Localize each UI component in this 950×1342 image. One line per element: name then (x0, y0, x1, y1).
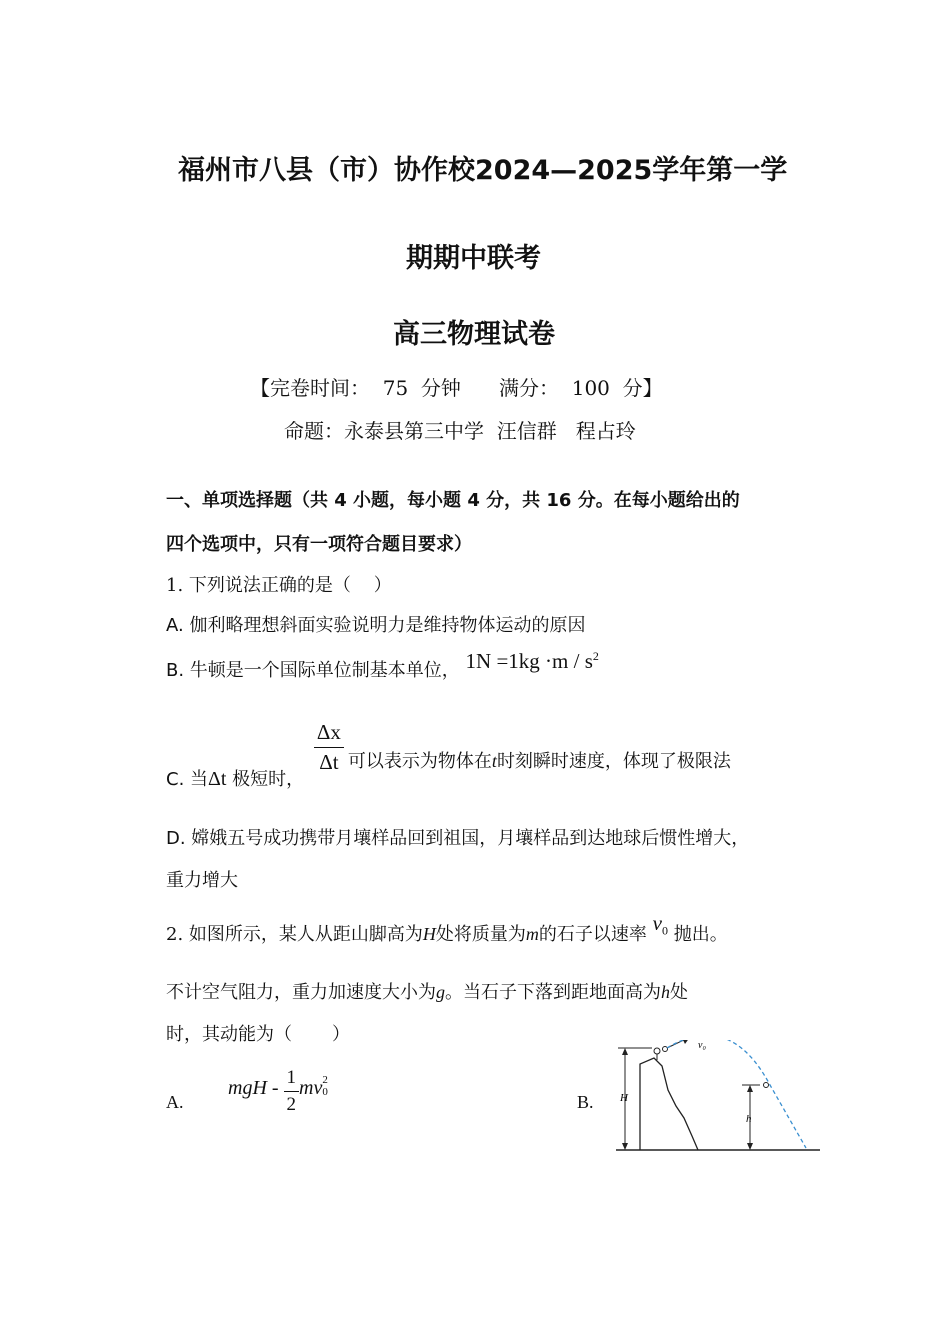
q2-option-a-formula (228, 1067, 328, 1116)
title-line-1: 福州市八县（市）协作校2024—2025学年第一学 (178, 155, 788, 186)
h-label: h (746, 1113, 752, 1125)
q2-option-a-pre: mgH - (228, 1077, 279, 1100)
q1-option-d-line-2: 重力增大 (166, 870, 238, 891)
q1-option-b (166, 649, 599, 682)
q1-option-c-frac-den: Δt (319, 750, 339, 774)
q2-stem-line-1 (166, 911, 728, 949)
q2-option-a-post: mv (299, 1077, 323, 1100)
q2-stem-m: m (525, 924, 539, 944)
q1-option-c-t: t (491, 750, 497, 771)
q1-option-c-fraction (314, 720, 344, 775)
q2-line2-h: h (661, 982, 670, 1002)
q2-line2-p1: 不计空气阻力，重力加速度大小为 (166, 982, 436, 1003)
q1-option-a: A. 伽利略理想斜面实验说明力是维持物体运动的原因 (166, 615, 586, 636)
q2-stem-v-sub: 0 (661, 923, 668, 938)
q1-option-b-exponent: 2 (592, 649, 599, 663)
q2-stem-line-2 (166, 978, 688, 1004)
q2-stem-p2: 处将质量为 (435, 924, 526, 945)
q2-line2-g: g (436, 982, 445, 1002)
q2-option-a-den: 2 (286, 1094, 297, 1115)
q2-option-b-label: B. (577, 1092, 594, 1112)
q1-option-b-formula (466, 649, 599, 673)
q1-option-b-formula-main: 1N =1kg ·m / s (465, 649, 593, 673)
q2-option-a-fraction (284, 1067, 300, 1116)
q2-stem-v0 (652, 911, 668, 938)
title-line-3: 高三物理试卷 (393, 319, 555, 350)
mountain-outline (640, 1058, 698, 1150)
section-heading-line-1: 一、单项选择题（共 4 小题，每小题 4 分，共 16 分。在每小题给出的 (166, 490, 740, 511)
q2-option-a-label: A. (166, 1092, 184, 1112)
velocity-label: v₀ (698, 1040, 706, 1051)
q2-stem-H: H (422, 924, 436, 944)
q1-option-d-line-1: D. 嫦娥五号成功携带月壤样品回到祖国，月壤样品到达地球后惯性增大， (166, 828, 750, 849)
q1-option-c-label: C. 当 (166, 768, 209, 790)
q1-option-c-frac-num: Δx (314, 720, 344, 748)
H-arrow-up (622, 1048, 628, 1055)
person-icon (654, 1048, 660, 1054)
q2-option-a-num: 1 (284, 1067, 300, 1092)
q2-stem-line-3: 时，其动能为（ ） (166, 1024, 351, 1045)
H-arrow-down (622, 1143, 628, 1150)
q1-option-c (166, 720, 731, 790)
trajectory-path (667, 1040, 806, 1148)
q1-option-b-text: B. 牛顿是一个国际单位制基本单位， (166, 660, 460, 681)
q2-stem-p3: 的石子以速率 (538, 924, 647, 945)
q1-option-c-rest-1: 可以表示为物体在 (347, 750, 492, 772)
q2-stem-v: v (652, 911, 662, 935)
title-line-2: 期期中联考 (406, 243, 541, 274)
q1-option-c-rest-2: 时刻瞬时速度，体现了极限法 (496, 750, 731, 772)
q2-option-a-sup: 2 (322, 1073, 328, 1086)
q2-figure (610, 1040, 825, 1155)
stone-start (663, 1047, 668, 1052)
section-heading-line-2: 四个选项中，只有一项符合题目要求） (166, 534, 472, 555)
h-arrow-up (747, 1085, 753, 1092)
stone-at-h (764, 1083, 769, 1088)
q1-stem: 1. 下列说法正确的是（ ） (166, 575, 392, 596)
q1-option-c-mid: 极短时， (232, 768, 305, 790)
q2-stem-p1: 2. 如图所示，某人从距山脚高为 (166, 924, 423, 945)
exam-info: 【完卷时间： 75 分钟 满分： 100 分】 (250, 376, 663, 400)
q2-option-a-sub: 0 (322, 1085, 328, 1098)
q2-stem-p4: 抛出。 (673, 924, 728, 945)
q2-option-a-scripts (322, 1074, 328, 1098)
q1-option-c-delta-t: Δt (208, 767, 227, 790)
q2-line2-p3: 处 (670, 982, 688, 1003)
q2-line2-p2: 。当石子下落到距地面高为 (445, 982, 661, 1003)
authors: 命题：永泰县第三中学 汪信群 程占玲 (284, 419, 636, 443)
H-label: H (620, 1092, 628, 1104)
h-arrow-down (747, 1143, 753, 1150)
